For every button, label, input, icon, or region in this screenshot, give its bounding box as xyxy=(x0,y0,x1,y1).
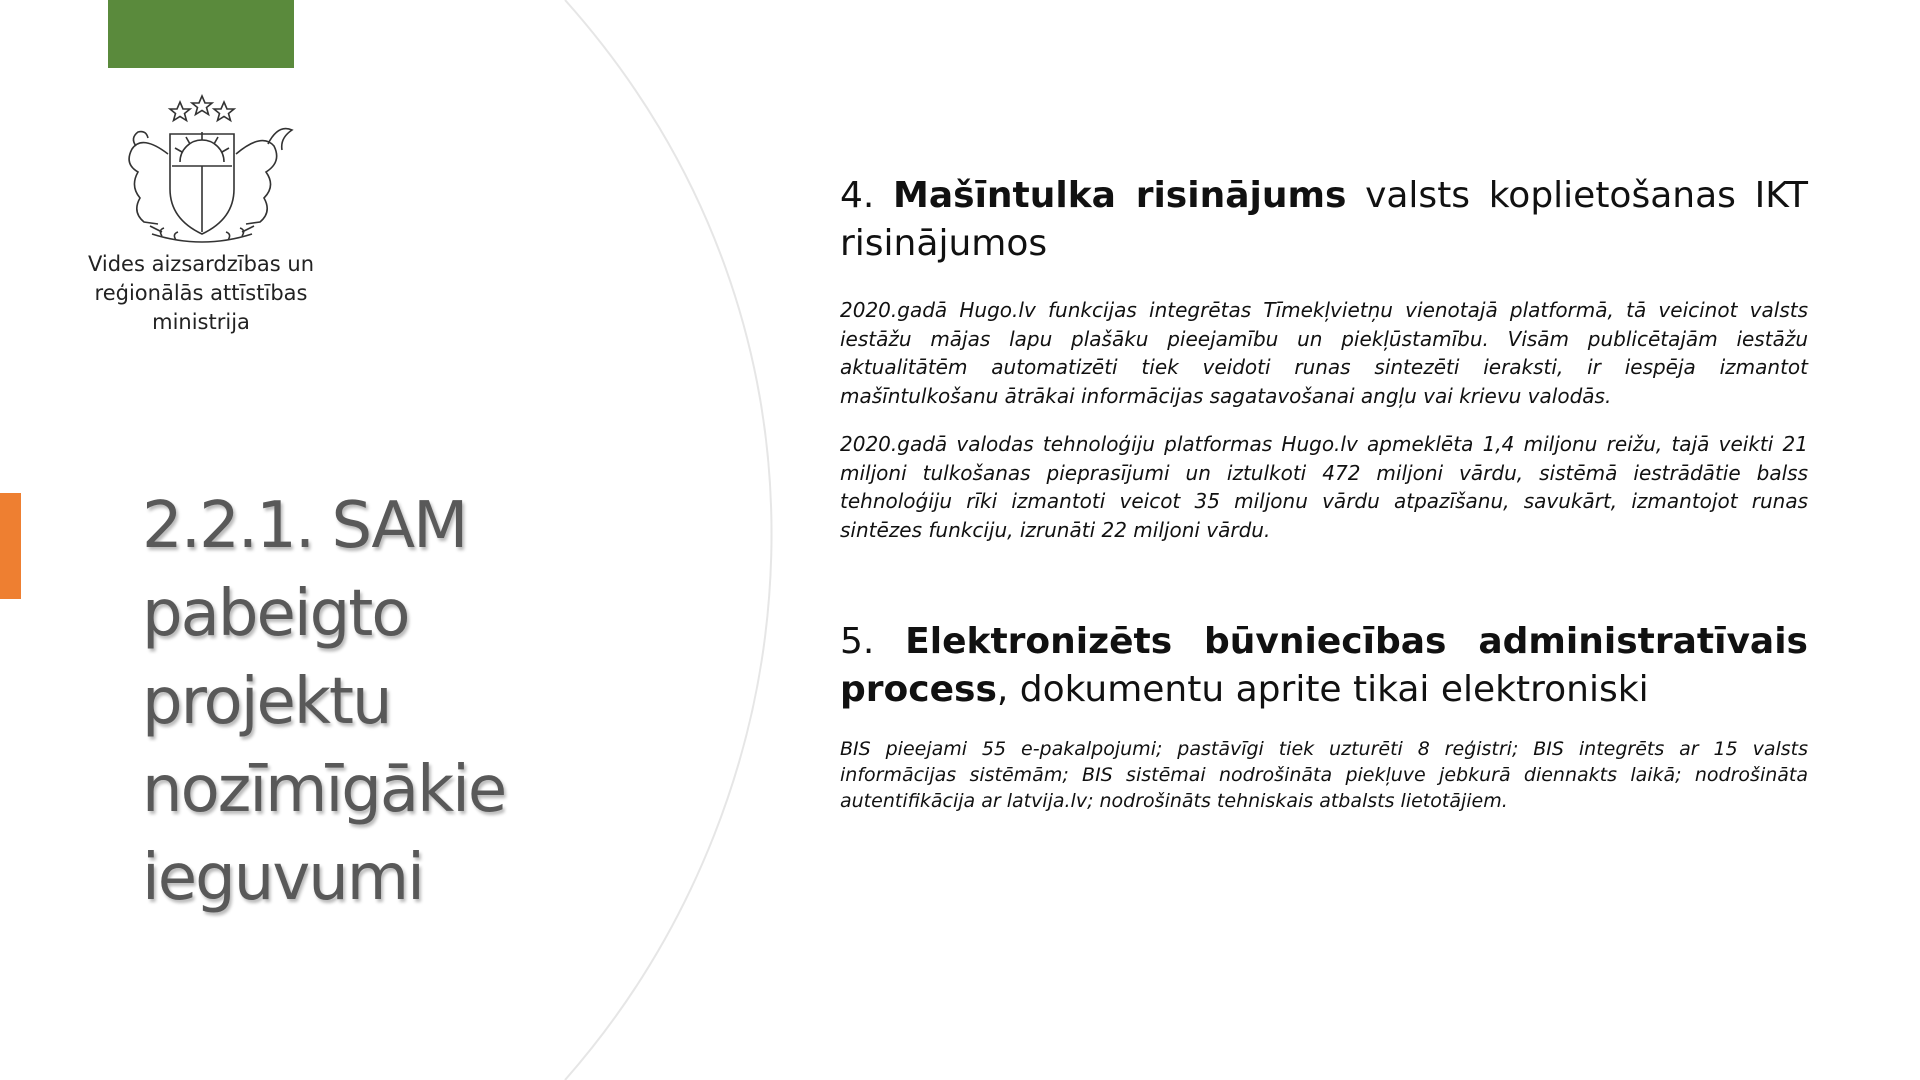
ministry-name xyxy=(62,250,340,337)
slide-title xyxy=(142,482,612,922)
section-5-heading xyxy=(840,618,1808,714)
section-4-bold-title: Mašīntulka risinājums xyxy=(893,175,1347,216)
section-5-paragraph: BIS pieejami 55 e-pakalpojumi; pastāvīgi tiek uzturēti 8 reģistri; BIS integrēts ar 15 valsts informācijas sistēmām; BIS sistēmai nodrošināta piekļuve jebkurā diennakts laikā; nodrošināta autentifikācija ar latvija.lv; nodrošināts tehniskais atbalsts lietotājiem. xyxy=(840,738,1808,812)
ministry-line-3: ministrija xyxy=(152,310,250,334)
section-4-paragraph-1: 2020.gadā Hugo.lv funkcijas integrētas Tīmekļvietņu vienotajā platformā, tā veicinot valsts iestāžu mājas lapu plašāku pieejamību un piekļūstamību. Visām publicētajām iestāžu aktualitātēm automatizēti tiek veidoti runas sintezēti ieraksti, ir iespēja izmantot mašīntulkošanu ātrākai informācijas sagatavošanai angļu vai krievu valodās. xyxy=(840,298,1808,408)
section-4-heading xyxy=(840,172,1808,268)
title-line-1: 2.2.1. SAM xyxy=(142,489,467,563)
section-4-heading-rest: valsts koplietošanas IKT risinājumos xyxy=(840,175,1808,264)
section-4-paragraph-2: 2020.gadā valodas tehnoloģiju platformas Hugo.lv apmeklēta 1,4 miljonu reižu, tajā veikti 21 miljoni tulkošanas pieprasījumi un iztulkoti 472 miljoni vārdu, sistēmā iestrādātie balss tehnoloģiju rīki izmantoti veicot 35 miljonu vārdu atpazīšanu, savukārt, izmantojot runas sintēzes funkciju, izrunāti 22 miljoni vārdu. xyxy=(840,432,1808,542)
title-line-3: projektu xyxy=(142,665,391,739)
section-4-number: 4. xyxy=(840,175,875,216)
title-line-4: nozīmīgākie xyxy=(142,753,506,827)
title-line-5: ieguvumi xyxy=(142,841,423,915)
section-5-heading-rest: , dokumentu aprite tikai elektroniski xyxy=(996,669,1649,710)
ministry-line-2: reģionālās attīstības xyxy=(94,281,308,305)
ministry-line-1: Vides aizsardzības un xyxy=(87,252,315,276)
title-line-2: pabeigto xyxy=(142,577,409,651)
section-4 xyxy=(840,172,1808,544)
section-5 xyxy=(840,618,1808,814)
section-5-number: 5. xyxy=(840,621,875,662)
section-5-bold-title: Elektronizēts būvniecības administratīvais process xyxy=(840,621,1808,710)
orange-accent-bar xyxy=(0,493,21,599)
green-accent-bar xyxy=(108,0,294,68)
latvia-coat-of-arms-icon xyxy=(102,94,302,246)
